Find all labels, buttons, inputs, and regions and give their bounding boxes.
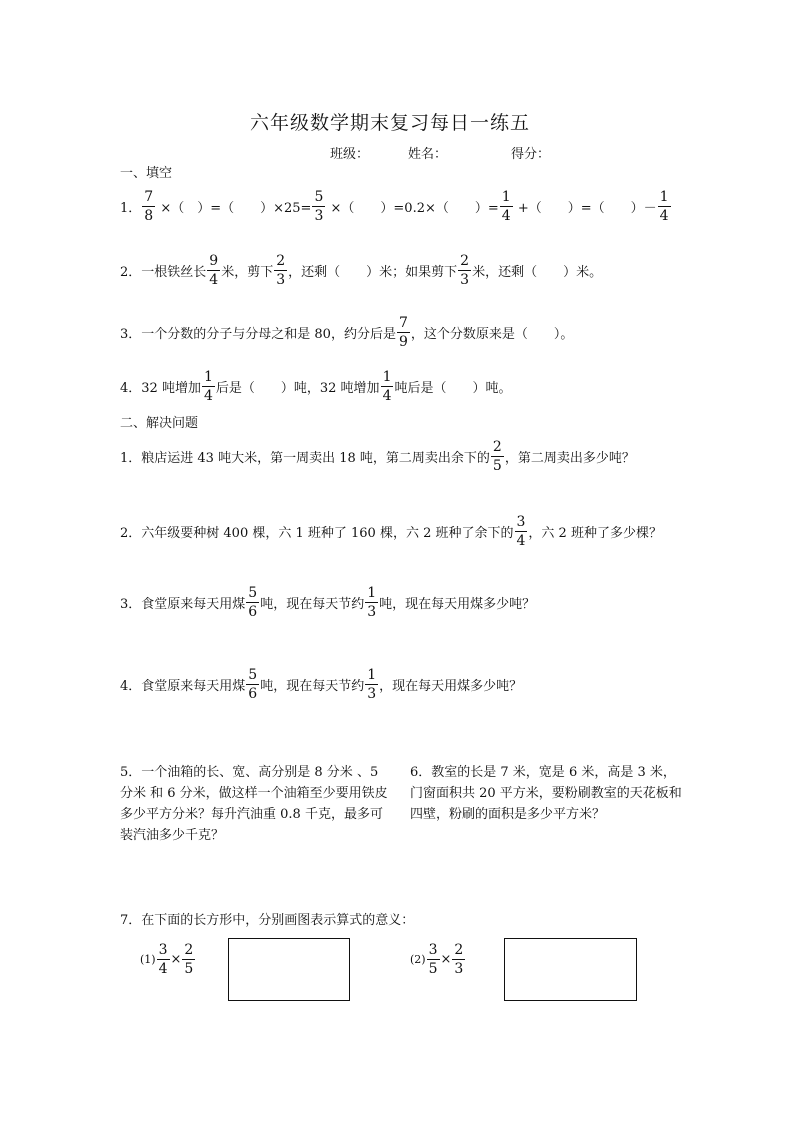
- denominator: 3: [367, 604, 377, 620]
- fraction: [491, 440, 504, 473]
- multiply-sign: ×: [170, 952, 182, 967]
- numerator: 1: [659, 189, 669, 205]
- denominator: 4: [659, 208, 669, 224]
- denominator: 3: [454, 961, 464, 977]
- denominator: 5: [428, 961, 438, 977]
- numerator: 3: [516, 514, 526, 530]
- name-label: 姓名：: [408, 147, 448, 162]
- expression-label: (2): [410, 953, 426, 966]
- class-label: 班级：: [330, 147, 370, 162]
- expression-label: (1): [140, 953, 156, 966]
- expression-1: [140, 943, 196, 976]
- denominator: 3: [460, 272, 470, 288]
- problem-3: [120, 586, 535, 619]
- numerator: 3: [158, 942, 168, 958]
- score-label: 得分：: [511, 147, 551, 162]
- denominator: 4: [516, 533, 526, 549]
- problem-5: 5．一个油箱的长、宽、高分别是 8 分米 、5 分米 和 6 分米，做这样一个油箱至少要用铁皮多少平方分米？每升汽油重 0.8 千克，最多可装汽油多少千克？: [120, 765, 388, 843]
- denominator: 4: [203, 388, 213, 404]
- question-text: ×（ ）=（ ）×25=: [156, 201, 312, 216]
- question-text: 米，还剩（ ）米。: [472, 265, 603, 280]
- question-text: ，还剩（ ）米；如果剪下: [288, 265, 458, 280]
- question-text: 3．一个分数的分子与分母之和是 80，约分后是: [120, 327, 396, 342]
- fraction: [500, 190, 513, 223]
- fraction: [312, 190, 325, 223]
- fraction: [207, 254, 220, 287]
- denominator: 3: [276, 272, 286, 288]
- fraction: [365, 668, 378, 701]
- problem-1: [120, 440, 635, 473]
- problem-7: 7．在下面的长方形中，分别画图表示算式的意义：: [120, 913, 415, 928]
- section-heading-fill: 一、填空: [120, 166, 173, 181]
- denominator: 4: [158, 961, 168, 977]
- problem-6: 6．教室的长是 7 米，宽是 6 米，高是 3 米，门窗面积共 20 平方米，要粉刷教室的天花板和四壁，粉刷的面积是多少平方米？: [410, 765, 682, 822]
- denominator: 4: [501, 208, 511, 224]
- numerator: 2: [454, 942, 464, 958]
- expression-2: [410, 943, 466, 976]
- numerator: 1: [501, 189, 511, 205]
- problem-text: 吨，现在每天节约: [260, 679, 365, 694]
- numerator: 9: [209, 253, 219, 269]
- numerator: 3: [428, 942, 438, 958]
- problem-text: 2．六年级要种树 400 棵，六 1 班种了 160 棵，六 2 班种了余下的: [120, 526, 514, 541]
- fraction: [246, 586, 259, 619]
- multiply-sign: ×: [440, 952, 452, 967]
- problem-text: 3．食堂原来每天用煤: [120, 597, 246, 612]
- question-text: ×（ ）=0.2×（ ）=: [326, 201, 499, 216]
- question-text: +（ ）=（ ）－: [513, 201, 657, 216]
- fraction: [157, 943, 170, 976]
- fraction: [246, 668, 259, 701]
- numerator: 5: [248, 585, 258, 601]
- numerator: 1: [203, 369, 213, 385]
- denominator: 5: [492, 458, 502, 474]
- fraction: [515, 515, 528, 548]
- problem-text: 4．食堂原来每天用煤: [120, 679, 246, 694]
- drawing-rectangle-1[interactable]: [228, 938, 350, 1001]
- numerator: 5: [248, 667, 258, 683]
- problem-text: ，第二周卖出多少吨？: [504, 451, 635, 466]
- page-title: 六年级数学期末复习每日一练五: [250, 112, 531, 134]
- fraction: [397, 316, 410, 349]
- fraction: [381, 370, 394, 403]
- drawing-rectangle-2[interactable]: [504, 938, 637, 1001]
- question-text: 吨后是（ ）吨。: [394, 381, 512, 396]
- fraction: [658, 190, 671, 223]
- denominator: 6: [248, 686, 258, 702]
- denominator: 3: [367, 686, 377, 702]
- numerator: 1: [367, 585, 377, 601]
- fraction: [365, 586, 378, 619]
- fraction: [142, 190, 155, 223]
- numerator: 1: [382, 369, 392, 385]
- numerator: 2: [184, 942, 194, 958]
- denominator: 8: [144, 208, 154, 224]
- problem-text: 吨，现在每天用煤多少吨？: [379, 597, 536, 612]
- fraction: [182, 943, 195, 976]
- denominator: 5: [184, 961, 194, 977]
- question-text: 米，剪下: [221, 265, 274, 280]
- question-text: ，这个分数原来是（ ）。: [410, 327, 574, 342]
- question-text: 2．一根铁丝长: [120, 265, 207, 280]
- denominator: 9: [398, 334, 408, 350]
- problem-text: ，现在每天用煤多少吨？: [379, 679, 523, 694]
- problem-text: ，六 2 班种了多少棵？: [528, 526, 662, 541]
- fraction: [452, 943, 465, 976]
- question-1: [120, 190, 672, 223]
- numerator: 2: [276, 253, 286, 269]
- problem-text: 1．粮店运进 43 吨大米，第一周卖出 18 吨，第二周卖出余下的: [120, 451, 490, 466]
- denominator: 4: [382, 388, 392, 404]
- numerator: 1: [367, 667, 377, 683]
- question-3: [120, 316, 573, 349]
- problem-text: 吨，现在每天节约: [260, 597, 365, 612]
- question-text: 4．32 吨增加: [120, 381, 201, 396]
- question-4: [120, 370, 512, 403]
- numerator: 5: [314, 189, 324, 205]
- fraction: [427, 943, 440, 976]
- question-text: 后是（ ）吨，32 吨增加: [215, 381, 380, 396]
- fraction: [274, 254, 287, 287]
- numerator: 2: [460, 253, 470, 269]
- numerator: 2: [492, 439, 502, 455]
- denominator: 4: [209, 272, 219, 288]
- problem-4: [120, 668, 522, 701]
- denominator: 6: [248, 604, 258, 620]
- section-heading-problems: 二、解决问题: [120, 416, 199, 431]
- fraction: [202, 370, 215, 403]
- numerator: 7: [144, 189, 154, 205]
- question-2: [120, 254, 602, 287]
- denominator: 3: [314, 208, 324, 224]
- numerator: 7: [398, 315, 408, 331]
- question-number: 1．: [120, 201, 142, 216]
- problem-2: [120, 515, 662, 548]
- fraction: [458, 254, 471, 287]
